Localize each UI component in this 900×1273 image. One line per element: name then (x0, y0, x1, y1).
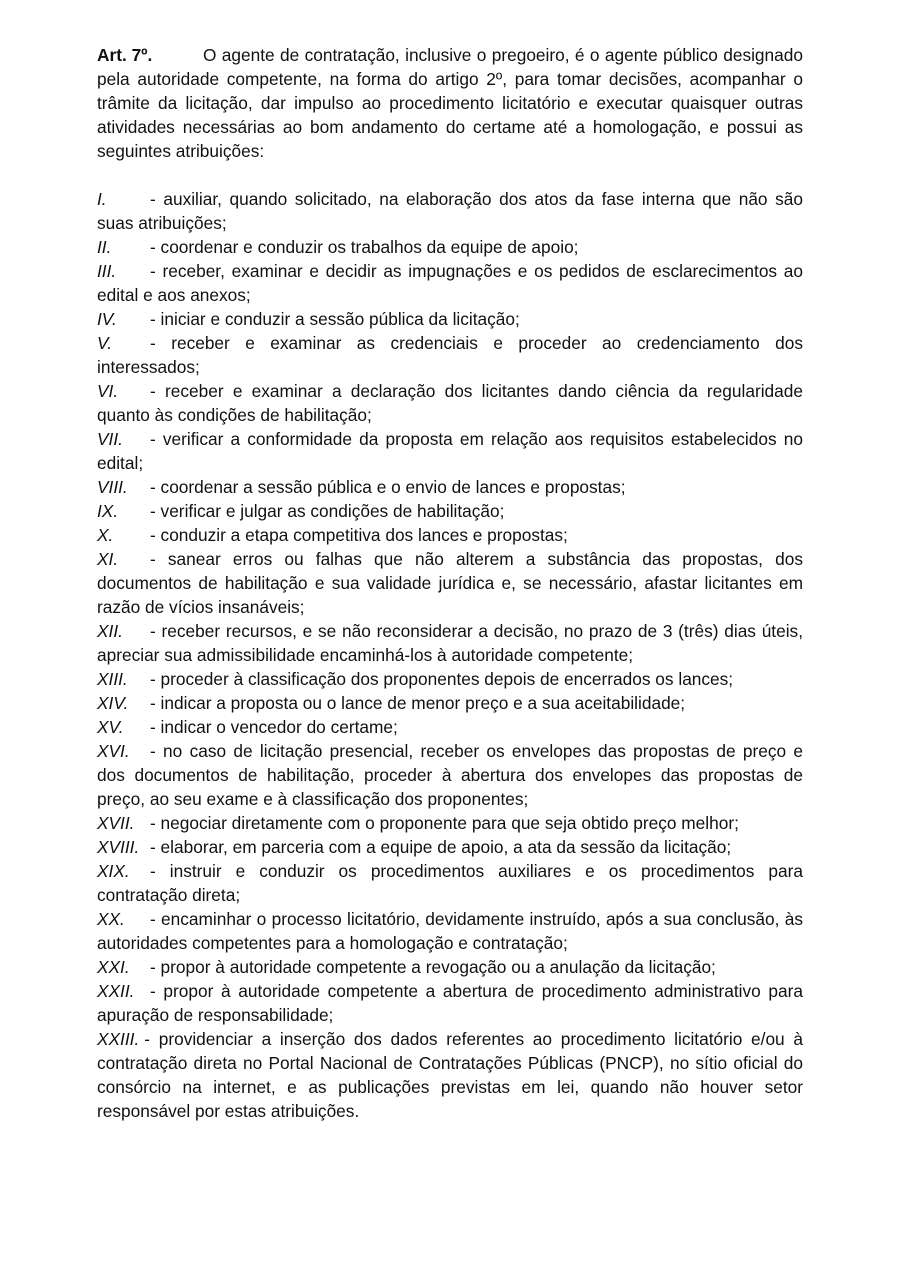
item-text: - receber, examinar e decidir as impugnações e os pedidos de esclarecimentos ao edital e aos anexos; (97, 261, 803, 305)
item-number: XXII. (97, 981, 135, 1001)
item-number: XV. (97, 717, 124, 737)
item-number: XXIII. (97, 1029, 140, 1049)
list-item (97, 499, 803, 523)
item-number: XXI. (97, 957, 130, 977)
list-item (97, 427, 803, 475)
article-heading: Art. 7º. (97, 45, 153, 65)
list-item (97, 547, 803, 619)
item-number: VIII. (97, 477, 128, 497)
list-item (97, 859, 803, 907)
item-number: II. (97, 237, 112, 257)
list-item (97, 379, 803, 427)
item-number: VII. (97, 429, 123, 449)
list-item (97, 739, 803, 811)
list-item (97, 523, 803, 547)
item-text: - verificar e julgar as condições de habilitação; (150, 501, 505, 521)
item-text: - verificar a conformidade da proposta em relação aos requisitos estabelecidos no edital; (97, 429, 803, 473)
item-number: XI. (97, 549, 119, 569)
list-item (97, 979, 803, 1027)
item-text: - iniciar e conduzir a sessão pública da licitação; (150, 309, 520, 329)
item-text: - encaminhar o processo licitatório, devidamente instruído, após a sua conclusão, às autoridades competentes para a homologação e contratação; (97, 909, 803, 953)
item-text: - propor à autoridade competente a revogação ou a anulação da licitação; (150, 957, 716, 977)
item-text: - receber recursos, e se não reconsiderar a decisão, no prazo de 3 (três) dias úteis, apreciar sua admissibilidade encaminhá-los à autoridade competente; (97, 621, 803, 665)
list-item (97, 691, 803, 715)
article-paragraph (97, 43, 803, 163)
list-item (97, 811, 803, 835)
item-number: VI. (97, 381, 119, 401)
item-text: - no caso de licitação presencial, receber os envelopes das propostas de preço e dos documentos de habilitação, proceder à abertura dos envelopes das propostas de preço, ao seu exame e à classificação dos proponentes; (97, 741, 803, 809)
item-text: - indicar o vencedor do certame; (150, 717, 398, 737)
list-item (97, 331, 803, 379)
item-text: - negociar diretamente com o proponente para que seja obtido preço melhor; (150, 813, 739, 833)
list-item (97, 259, 803, 307)
item-text: - providenciar a inserção dos dados referentes ao procedimento licitatório e/ou à contratação direta no Portal Nacional de Contratações Públicas (PNCP), no sítio oficial do consórcio na internet, e as publicações previstas em lei, quando não houver setor responsável por estas atribuições. (97, 1029, 803, 1121)
item-text: - receber e examinar as credenciais e proceder ao credenciamento dos interessados; (97, 333, 803, 377)
list-item (97, 907, 803, 955)
item-text: - instruir e conduzir os procedimentos auxiliares e os procedimentos para contratação direta; (97, 861, 803, 905)
item-number: XII. (97, 621, 123, 641)
list-item (97, 307, 803, 331)
item-number: XVII. (97, 813, 135, 833)
list-item (97, 715, 803, 739)
spacer (97, 163, 803, 187)
list-item (97, 187, 803, 235)
item-number: XVIII. (97, 837, 140, 857)
item-number: IX. (97, 501, 119, 521)
item-number: XIII. (97, 669, 128, 689)
item-text: - conduzir a etapa competitiva dos lances e propostas; (150, 525, 568, 545)
item-text: - coordenar a sessão pública e o envio de lances e propostas; (150, 477, 626, 497)
attributions-list (97, 187, 803, 1123)
item-text: - propor à autoridade competente a abertura de procedimento administrativo para apuração de responsabilidade; (97, 981, 803, 1025)
item-text: - proceder à classificação dos proponentes depois de encerrados os lances; (150, 669, 734, 689)
list-item (97, 667, 803, 691)
item-number: V. (97, 333, 113, 353)
list-item (97, 619, 803, 667)
item-number: XIV. (97, 693, 129, 713)
list-item (97, 955, 803, 979)
list-item (97, 475, 803, 499)
item-number: IV. (97, 309, 117, 329)
item-number: I. (97, 189, 107, 209)
item-text: - coordenar e conduzir os trabalhos da equipe de apoio; (150, 237, 579, 257)
list-item (97, 1027, 803, 1123)
item-text: - elaborar, em parceria com a equipe de apoio, a ata da sessão da licitação; (150, 837, 732, 857)
article-text: O agente de contratação, inclusive o pregoeiro, é o agente público designado pela autoridade competente, na forma do artigo 2º, para tomar decisões, acompanhar o trâmite da licitação, dar impulso ao procedimento licitatório e executar quaisquer outras atividades necessárias ao bom andamento do certame até a homologação, e possui as seguintes atribuições: (97, 45, 803, 161)
item-text: - indicar a proposta ou o lance de menor preço e a sua aceitabilidade; (150, 693, 686, 713)
item-number: XIX. (97, 861, 130, 881)
item-text: - auxiliar, quando solicitado, na elaboração dos atos da fase interna que não são suas atribuições; (97, 189, 803, 233)
list-item (97, 235, 803, 259)
item-number: III. (97, 261, 117, 281)
document-page (97, 43, 803, 1123)
item-text: - receber e examinar a declaração dos licitantes dando ciência da regularidade quanto às condições de habilitação; (97, 381, 803, 425)
item-number: X. (97, 525, 114, 545)
list-item (97, 835, 803, 859)
item-number: XVI. (97, 741, 130, 761)
item-number: XX. (97, 909, 125, 929)
item-text: - sanear erros ou falhas que não alterem a substância das propostas, dos documentos de habilitação e sua validade jurídica e, se necessário, afastar licitantes em razão de vícios insanáveis; (97, 549, 803, 617)
